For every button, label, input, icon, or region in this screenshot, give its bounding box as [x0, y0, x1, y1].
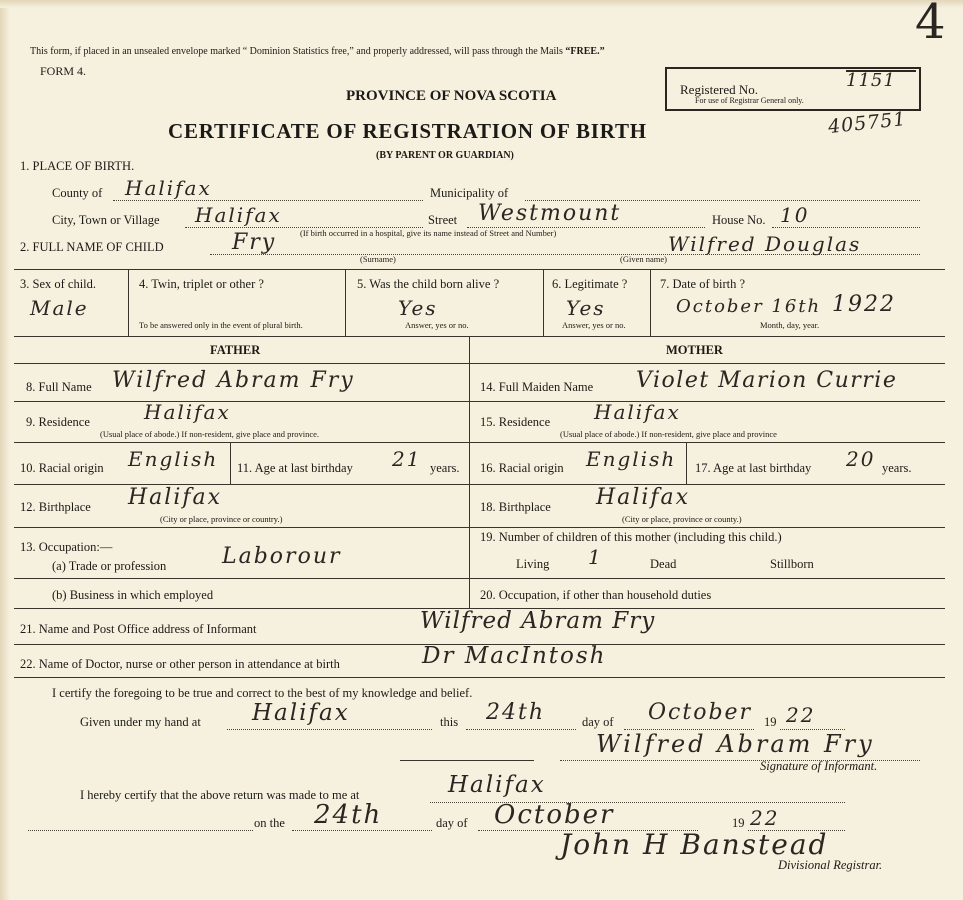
county-value: Halifax	[125, 176, 212, 200]
municipality-label: Municipality of	[430, 186, 509, 200]
given-month: October	[648, 700, 753, 725]
child-surname: Fry	[232, 230, 277, 255]
mother-racial-value: English	[586, 447, 677, 471]
father-age-value: 21	[392, 447, 422, 471]
alive-label: 5. Was the child born alive ?	[357, 277, 500, 291]
registrar-day: 24th	[314, 800, 383, 830]
hospital-note: (If birth occurred in a hospital, give its name instead of Street and Number)	[300, 228, 557, 238]
rule-parents-top	[14, 336, 945, 337]
rule-col-c	[543, 269, 544, 336]
attendant-label: 22. Name of Doctor, nurse or other person in attendance at birth	[20, 657, 340, 671]
stillborn-label: Stillborn	[770, 557, 814, 571]
house-value: 10	[780, 203, 810, 227]
certification-statement: I certify the foregoing to be true and correct to the best of my knowledge and belief.	[52, 686, 473, 700]
informant-label: 21. Name and Post Office address of Informant	[20, 622, 257, 636]
mother-age-label: 17. Age at last birthday	[695, 461, 812, 475]
trade-value: Laborour	[222, 544, 342, 569]
mother-name-label: 14. Full Maiden Name	[480, 380, 594, 394]
registrar-year: 22	[750, 806, 780, 830]
father-name-label: 8. Full Name	[26, 380, 92, 394]
street-value: Westmount	[478, 201, 622, 226]
sex-label: 3. Sex of child.	[20, 277, 97, 291]
mother-birthplace-label: 18. Birthplace	[480, 500, 551, 514]
registrar-month: October	[494, 800, 615, 830]
given-day: 24th	[486, 700, 546, 725]
rule-col-b	[345, 269, 346, 336]
registrar-lead-line	[28, 830, 253, 831]
rule-col-d	[650, 269, 651, 336]
mother-birthplace-value: Halifax	[596, 485, 691, 510]
child-given-names: Wilfred Douglas	[668, 232, 862, 256]
business-label: (b) Business in which employed	[52, 588, 214, 602]
twin-note: To be answered only in the event of plural birth.	[139, 320, 303, 330]
form-number: FORM 4.	[40, 64, 87, 78]
informant-value: Wilfred Abram Fry	[420, 608, 656, 634]
mail-notice: This form, if placed in an unsealed envelope marked “ Dominion Statistics free,” and properly addressed, will pass through the Mails “FREE.”	[30, 46, 605, 57]
rule-father-age	[230, 442, 231, 484]
city-value: Halifax	[195, 203, 282, 227]
father-racial-value: English	[128, 447, 219, 471]
registrar-year-prefix: 19	[732, 816, 745, 830]
street-label: Street	[428, 213, 458, 227]
province-heading: PROVINCE OF NOVA SCOTIA	[346, 88, 557, 104]
paper-edge-top	[0, 0, 963, 8]
place-of-birth-heading: 1. PLACE OF BIRTH.	[20, 159, 135, 173]
rule-row12	[14, 527, 945, 528]
informant-signature: Wilfred Abram Fry	[596, 730, 875, 758]
page-title: CERTIFICATE OF REGISTRATION OF BIRTH	[168, 119, 647, 143]
occupation-heading: 13. Occupation:—	[20, 540, 113, 554]
rule-parents-head	[14, 363, 945, 364]
registrar-day-of-label: day of	[436, 816, 468, 830]
mother-racial-label: 16. Racial origin	[480, 461, 564, 475]
twin-label: 4. Twin, triplet or other ?	[139, 277, 264, 291]
registrar-caption: Divisional Registrar.	[778, 858, 883, 872]
sex-value: Male	[30, 296, 89, 320]
given-name-note: (Given name)	[620, 254, 667, 264]
registered-label: Registered No.	[680, 82, 758, 97]
house-label: House No.	[712, 213, 766, 227]
registrar-on-the-label: on the	[254, 816, 285, 830]
given-at-label: Given under my hand at	[80, 715, 201, 729]
rule-row22	[14, 677, 945, 678]
legitimate-value: Yes	[566, 296, 606, 320]
father-birthplace-value: Halifax	[128, 485, 223, 510]
given-place: Halifax	[252, 700, 350, 726]
father-years-label: years.	[430, 461, 460, 475]
trade-label: (a) Trade or profession	[52, 559, 167, 573]
surname-note: (Surname)	[360, 254, 396, 264]
father-residence-label: 9. Residence	[26, 415, 90, 429]
registered-number-strike	[846, 70, 916, 72]
rule-parents-divider	[469, 336, 470, 608]
attendant-value: Dr MacIntosh	[422, 643, 607, 669]
mother-residence-note: (Usual place of abode.) If non-resident, give place and province	[560, 429, 777, 439]
mother-residence-value: Halifax	[594, 400, 681, 424]
rule-mother-age	[686, 442, 687, 484]
birth-date-note: Month, day, year.	[760, 320, 820, 330]
father-heading: FATHER	[210, 343, 261, 357]
legitimate-label: 6. Legitimate ?	[552, 277, 628, 291]
registrar-statement: I hereby certify that the above return was made to me at	[80, 788, 360, 802]
children-count-label: 19. Number of children of this mother (including this child.)	[480, 530, 782, 544]
county-label: County of	[52, 186, 103, 200]
father-birthplace-label: 12. Birthplace	[20, 500, 91, 514]
registrar-signature: John H Banstead	[560, 828, 829, 861]
father-age-label: 11. Age at last birthday	[237, 461, 353, 475]
father-racial-label: 10. Racial origin	[20, 461, 104, 475]
father-name-value: Wilfred Abram Fry	[112, 368, 355, 393]
corner-mark: 4	[915, 0, 948, 50]
mother-heading: MOTHER	[666, 343, 723, 357]
given-year: 22	[786, 703, 816, 727]
stamp-number: 405751	[827, 107, 908, 139]
registrar-place-line	[430, 802, 845, 803]
mother-age-value: 20	[846, 447, 876, 471]
child-name-label: 2. FULL NAME OF CHILD	[20, 240, 164, 254]
given-place-line	[227, 729, 432, 730]
county-line	[113, 200, 423, 201]
father-residence-value: Halifax	[144, 400, 231, 424]
birth-date-label: 7. Date of birth ?	[660, 277, 746, 291]
page-subtitle: (BY PARENT OR GUARDIAN)	[376, 150, 514, 161]
rule-col-a	[128, 269, 129, 336]
registered-number: 1151	[846, 70, 896, 91]
birth-year-value: 1922	[832, 292, 896, 317]
city-label: City, Town or Village	[52, 213, 160, 227]
mother-occupation-label: 20. Occupation, if other than household duties	[480, 588, 712, 602]
living-label: Living	[516, 557, 550, 571]
father-birthplace-note: (City or place, province or country.)	[160, 514, 283, 524]
rule-row9	[14, 442, 945, 443]
father-residence-note: (Usual place of abode.) If non-resident, give place and province.	[100, 429, 320, 439]
mother-name-value: Violet Marion Currie	[636, 368, 898, 393]
mother-birthplace-note: (City or place, province or county.)	[622, 514, 742, 524]
mother-residence-label: 15. Residence	[480, 415, 551, 429]
registrar-place: Halifax	[448, 772, 546, 798]
informant-signature-caption: Signature of Informant.	[760, 759, 878, 773]
registrar-day-line	[292, 830, 432, 831]
legitimate-note: Answer, yes or no.	[562, 320, 626, 330]
rule-row13	[14, 578, 945, 579]
birth-date-value: October 16th	[676, 296, 822, 317]
dead-label: Dead	[650, 557, 677, 571]
mother-years-label: years.	[882, 461, 912, 475]
this-label: this	[440, 715, 459, 729]
given-year-prefix: 19	[764, 715, 777, 729]
living-value: 1	[588, 545, 603, 569]
rule-row3-top	[14, 269, 945, 270]
alive-value: Yes	[398, 296, 438, 320]
given-day-of-label: day of	[582, 715, 614, 729]
given-day-line	[466, 729, 576, 730]
alive-note: Answer, yes or no.	[405, 320, 469, 330]
house-line	[772, 227, 920, 228]
paper-edge-left	[0, 0, 10, 900]
registrar-note: For use of Registrar General only.	[695, 96, 804, 105]
rule-registrar-top	[400, 760, 534, 761]
